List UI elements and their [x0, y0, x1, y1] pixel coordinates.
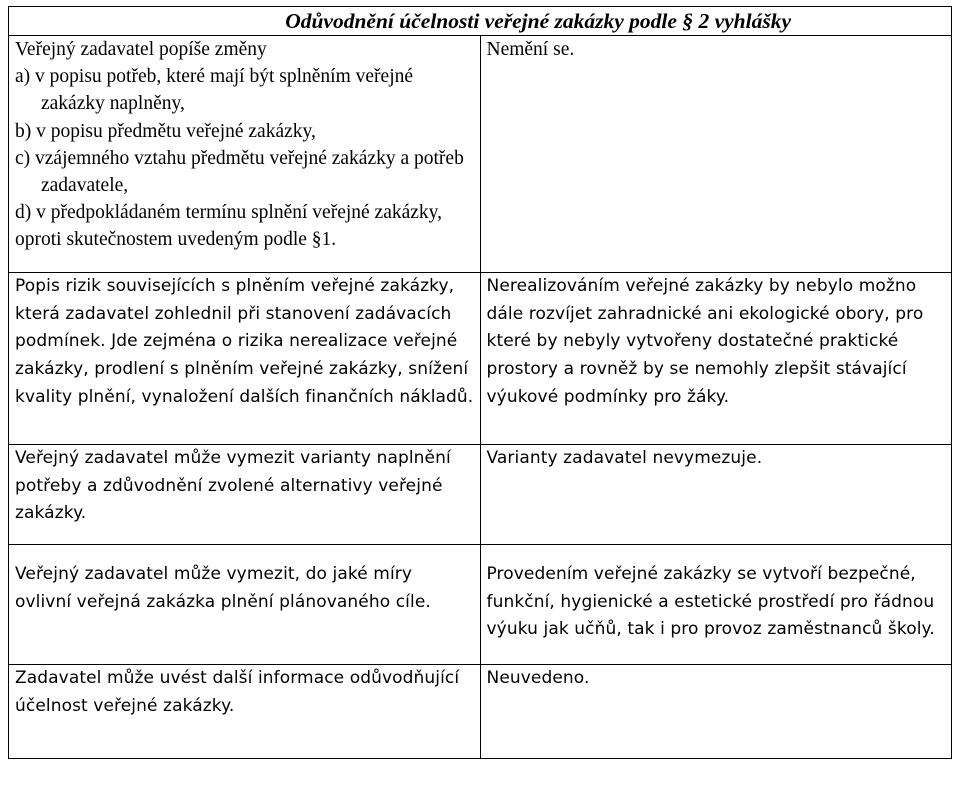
title-row [9, 7, 952, 36]
requirement-cell-other: Zadavatel může uvést další informace odůvodňující účelnost veřejné zakázky. [9, 665, 481, 759]
requirement-item-c: c) vzájemného vztahu předmětu veřejné zakázky a potřeb zadavatele, [15, 147, 464, 197]
table-row [9, 36, 952, 273]
response-cell-other: Neuvedeno. [480, 665, 952, 759]
table-row [9, 273, 952, 445]
requirement-cell-goal-wrap [9, 545, 481, 665]
requirement-item-a: a) v popisu potřeb, které mají být splněním veřejné zakázky naplněny, [15, 66, 414, 115]
requirement-cell-risks: Popis rizik souvisejících s plněním veřejné zakázky, která zadavatel zohlednil při stanovení zadávacích podmínek. Jde zejména o rizika nerealizace veřejné zakázky, prodlení s plněním veřejné zakázky, snížení kvality plnění, vynaložení dalších finančních nákladů. [9, 273, 481, 445]
table-row [9, 445, 952, 545]
requirement-cell-changes [9, 36, 481, 273]
response-cell-goal-wrap [480, 545, 952, 665]
response-cell-changes: Nemění se. [480, 36, 952, 273]
table-row [9, 545, 952, 665]
table-row [9, 665, 952, 759]
requirement-cell-goal: Veřejný zadavatel může vymezit, do jaké míry ovlivní veřejná zakázka plnění plánovaného cíle. [15, 564, 431, 612]
justification-table [8, 6, 952, 759]
requirement-item-b: b) v popisu předmětu veřejné zakázky, [15, 120, 316, 142]
requirement-item-d: d) v předpokládaném termínu splnění veřejné zakázky, [15, 202, 443, 224]
requirement-outro: oproti skutečnostem uvedeným podle §1. [15, 229, 337, 251]
requirement-intro: Veřejný zadavatel popíše změny [15, 39, 267, 60]
response-cell-risks: Nerealizováním veřejné zakázky by nebylo možno dále rozvíjet zahradnické ani ekologické obory, pro které by nebyly vytvořeny dostatečné praktické prostory a rovněž by se nemohly zlepšit stávající výukové podmínky pro žáky. [480, 273, 952, 445]
requirement-cell-variants: Veřejný zadavatel může vymezit varianty naplnění potřeby a zdůvodnění zvolené alternativy veřejné zakázky. [9, 445, 481, 545]
document-title: Odůvodnění účelnosti veřejné zakázky podle § 2 vyhlášky [9, 7, 952, 36]
document-page [8, 6, 952, 759]
response-cell-variants: Varianty zadavatel nevymezuje. [480, 445, 952, 545]
response-cell-goal: Provedením veřejné zakázky se vytvoří bezpečné, funkční, hygienické a estetické prostředí pro řádnou výuku jak učňů, tak i pro provoz zaměstnanců školy. [486, 564, 935, 640]
